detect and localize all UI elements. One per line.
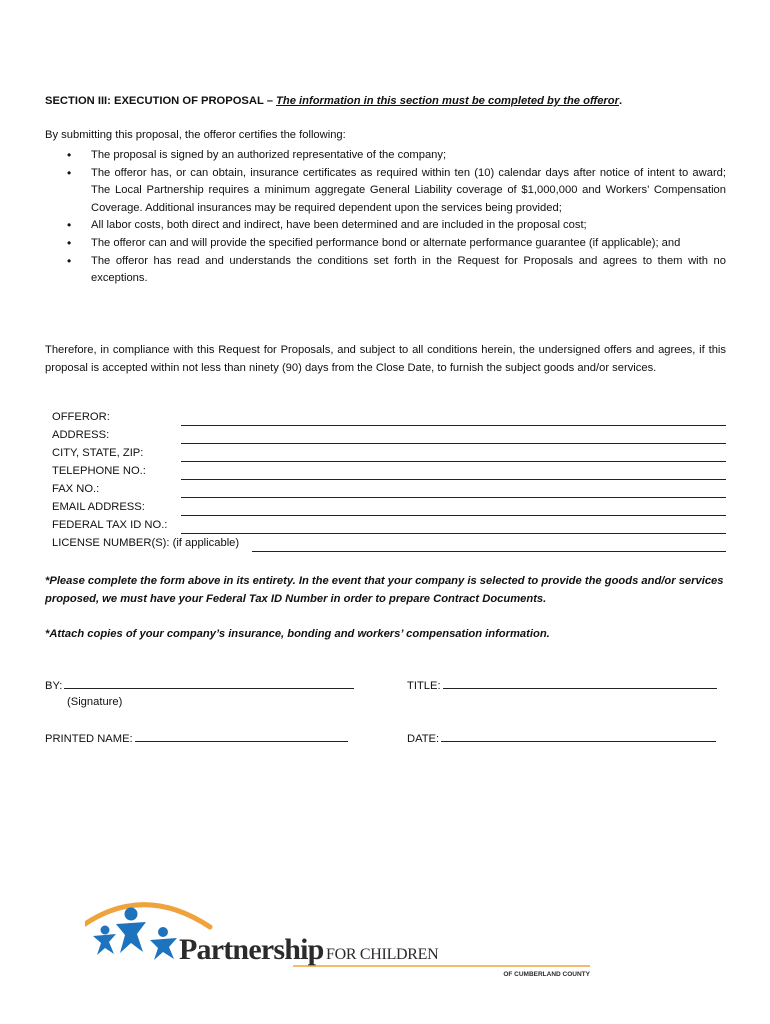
email-input-line[interactable] bbox=[181, 515, 726, 516]
email-field[interactable] bbox=[52, 501, 726, 519]
date-field[interactable] bbox=[407, 731, 716, 745]
section-period: . bbox=[618, 95, 623, 107]
city-state-zip-label: CITY, STATE, ZIP: bbox=[52, 447, 144, 459]
tax-id-field[interactable] bbox=[52, 519, 726, 537]
section-heading bbox=[45, 95, 622, 107]
list-item: • The offeror can and will provide the specified performance bond or alternate performance guarantee (if applicable); and bbox=[45, 235, 726, 253]
logo-name: Partnership bbox=[179, 933, 324, 966]
title-label: TITLE: bbox=[407, 680, 441, 692]
license-label: LICENSE NUMBER(S): (if applicable) bbox=[52, 537, 240, 549]
telephone-field[interactable] bbox=[52, 465, 726, 483]
tax-id-label: FEDERAL TAX ID NO.: bbox=[52, 519, 168, 531]
list-item: • All labor costs, both direct and indirect, have been determined and are included in the proposal cost; bbox=[45, 217, 726, 235]
fax-input-line[interactable] bbox=[181, 497, 726, 498]
printed-name-label: PRINTED NAME: bbox=[45, 733, 133, 745]
certification-intro: By submitting this proposal, the offeror certifies the following: bbox=[45, 129, 346, 141]
logo-suffix: FOR CHILDREN bbox=[326, 946, 439, 963]
list-item: • The offeror has, or can obtain, insurance certificates as required within ten (10) calendar days after notice of intent to award; The Local Partnership requires a minimum aggregate General Liability coverage of $1,000,000 and Workers’ Compensation Coverage. Additional insurances may be required dependent upon the services being provided; bbox=[45, 165, 726, 218]
list-item: • The proposal is signed by an authorized representative of the company; bbox=[45, 147, 726, 165]
title-input-line[interactable] bbox=[443, 678, 717, 689]
signature-hint: (Signature) bbox=[67, 696, 123, 708]
by-signature-field[interactable] bbox=[45, 678, 354, 692]
logo-arc bbox=[85, 905, 210, 927]
date-label: DATE: bbox=[407, 733, 440, 745]
printed-name-input-line[interactable] bbox=[135, 731, 348, 742]
license-input-line[interactable] bbox=[252, 551, 726, 552]
offeror-field[interactable] bbox=[52, 411, 726, 429]
printed-name-field[interactable] bbox=[45, 731, 348, 745]
tax-id-input-line[interactable] bbox=[181, 533, 726, 534]
offeror-input-line[interactable] bbox=[181, 425, 726, 426]
telephone-label: TELEPHONE NO.: bbox=[52, 465, 146, 477]
fax-field[interactable] bbox=[52, 483, 726, 501]
offeror-label: OFFEROR: bbox=[52, 411, 110, 423]
email-label: EMAIL ADDRESS: bbox=[52, 501, 145, 513]
section-subtitle: The information in this section must be completed by the offeror bbox=[276, 95, 619, 107]
compliance-paragraph: Therefore, in compliance with this Request for Proposals, and subject to all conditions herein, the undersigned offers and agrees, if this proposal is accepted within not less than ninety (90) days from the Close Date, to furnish the subject goods and/or services. bbox=[45, 344, 726, 374]
city-state-zip-field[interactable] bbox=[52, 447, 726, 465]
attach-copies-note: *Attach copies of your company’s insurance, bonding and workers’ compensation information. bbox=[45, 628, 550, 640]
address-input-line[interactable] bbox=[181, 443, 726, 444]
logo-county: OF CUMBERLAND COUNTY bbox=[503, 971, 590, 978]
section-title: SECTION III: EXECUTION OF PROPOSAL – bbox=[45, 95, 277, 107]
by-label: BY: bbox=[45, 680, 63, 692]
telephone-input-line[interactable] bbox=[181, 479, 726, 480]
license-field[interactable] bbox=[52, 537, 726, 555]
fax-label: FAX NO.: bbox=[52, 483, 100, 495]
title-field[interactable] bbox=[407, 678, 717, 692]
by-signature-line[interactable] bbox=[64, 678, 354, 689]
list-item: • The offeror has read and understands the conditions set forth in the Request for Proposals and agrees to them with no exceptions. bbox=[45, 253, 726, 288]
complete-form-note: *Please complete the form above in its entirety. In the event that your company is selected to provide the goods and/or services proposed, we must have your Federal Tax ID Number in order to prepare Contract Documents. bbox=[45, 575, 724, 605]
address-field[interactable] bbox=[52, 429, 726, 447]
certification-list bbox=[45, 147, 726, 288]
city-state-zip-input-line[interactable] bbox=[181, 461, 726, 462]
partnership-for-children-logo bbox=[85, 892, 595, 982]
date-input-line[interactable] bbox=[441, 731, 716, 742]
address-label: ADDRESS: bbox=[52, 429, 110, 441]
